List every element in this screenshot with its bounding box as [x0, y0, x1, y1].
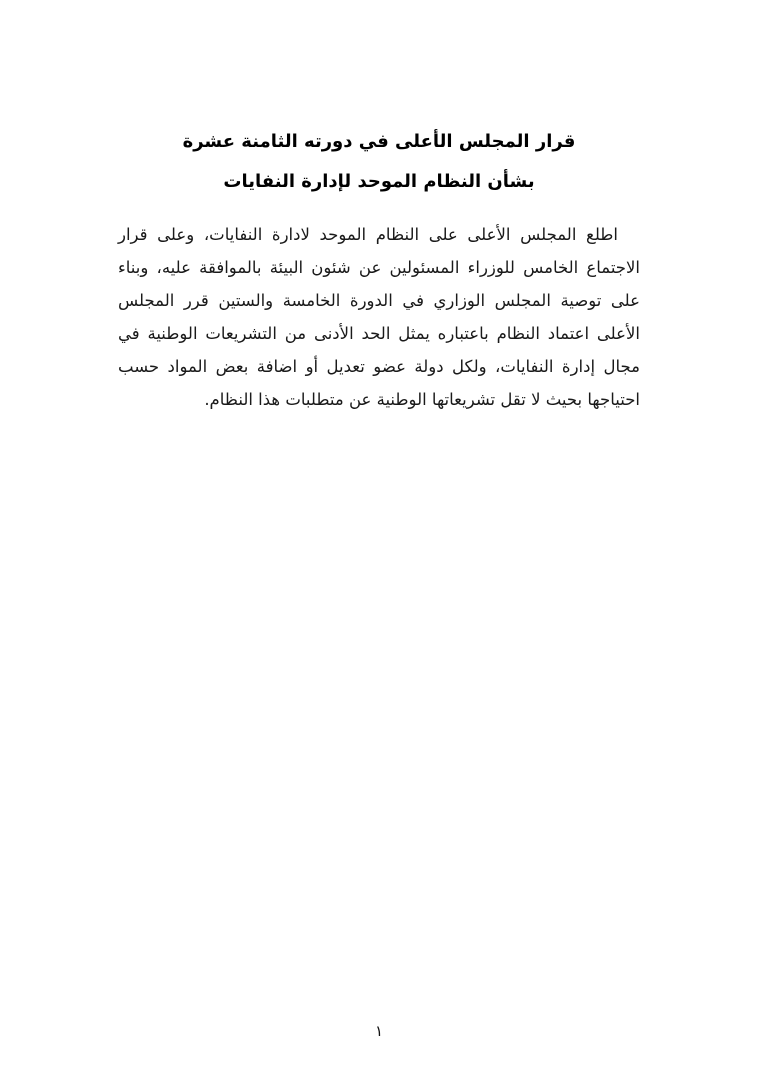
- page-number: ١: [374, 1022, 384, 1040]
- document-body: [118, 218, 640, 416]
- title-line-1: قرار المجلس الأعلى في دورته الثامنة عشرة: [182, 131, 576, 152]
- title-line-2: بشأن النظام الموحد لإدارة النفايات: [223, 171, 535, 192]
- body-paragraph: اطلع المجلس الأعلى على النظام الموحد لادارة النفايات، وعلى قرار الاجتماع الخامس للوزراء المسئولين عن شئون البيئة بالموافقة عليه، وبناء على توصية المجلس الوزاري في الدورة الخامسة والستين قرر المجلس الأعلى اعتماد النظام باعتباره يمثل الحد الأدنى من التشريعات الوطنية في مجال إدارة النفايات، ولكل دولة عضو تعديل أو اضافة بعض المواد حسب احتياجها بحيث لا تقل تشريعاتها الوطنية عن متطلبات هذا النظام.: [118, 225, 640, 409]
- document-title: [118, 122, 640, 202]
